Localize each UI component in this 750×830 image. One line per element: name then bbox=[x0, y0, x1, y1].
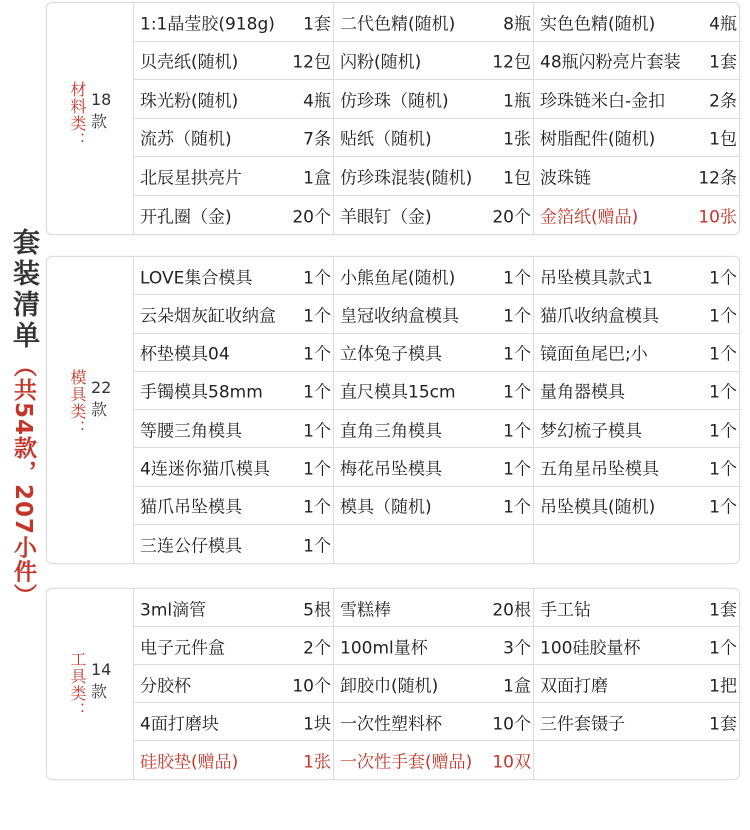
item-name: 直角三角模具 bbox=[340, 421, 442, 442]
item-cell bbox=[334, 410, 534, 447]
item-quantity: 1个 bbox=[303, 459, 331, 480]
item-cell bbox=[134, 589, 334, 626]
item-quantity: 1个 bbox=[503, 306, 531, 327]
item-cell bbox=[334, 741, 534, 779]
item-quantity: 1套 bbox=[303, 14, 331, 35]
item-cell bbox=[134, 372, 334, 409]
item-quantity: 10个 bbox=[292, 676, 331, 696]
item-quantity: 1包 bbox=[709, 129, 737, 150]
item-name: 三件套镊子 bbox=[540, 714, 625, 734]
item-cell bbox=[534, 627, 739, 664]
item-name: 金箔纸(赠品) bbox=[540, 207, 639, 228]
item-cell bbox=[334, 487, 534, 524]
item-quantity: 20个 bbox=[492, 207, 531, 228]
table-row bbox=[134, 257, 739, 295]
item-name: 闪粉(随机) bbox=[340, 52, 422, 73]
table-row bbox=[134, 410, 739, 448]
item-cell bbox=[534, 589, 739, 626]
item-name: LOVE集合模具 bbox=[140, 268, 253, 289]
item-cell bbox=[534, 157, 739, 195]
item-cell bbox=[134, 703, 334, 740]
item-cell bbox=[334, 3, 534, 41]
section-count: 18款 bbox=[91, 90, 112, 131]
kit-list-title bbox=[6, 228, 40, 607]
table-row bbox=[134, 157, 739, 196]
item-name: 树脂配件(随机) bbox=[540, 129, 656, 150]
item-cell bbox=[534, 196, 739, 235]
item-quantity: 1个 bbox=[709, 459, 737, 480]
item-quantity: 1张 bbox=[303, 752, 331, 773]
item-quantity: 1个 bbox=[503, 382, 531, 403]
item-name: 开孔圈（金) bbox=[140, 207, 232, 228]
item-name: 分胶杯 bbox=[140, 676, 191, 696]
item-cell bbox=[134, 448, 334, 485]
item-cell bbox=[134, 257, 334, 294]
item-name: 吊坠模具(随机) bbox=[540, 497, 656, 518]
item-cell bbox=[334, 665, 534, 702]
item-quantity: 1盒 bbox=[303, 168, 331, 189]
item-cell bbox=[334, 372, 534, 409]
item-quantity: 1瓶 bbox=[503, 91, 531, 112]
item-quantity: 1盒 bbox=[503, 676, 531, 696]
item-name: 皇冠收纳盒模具 bbox=[340, 306, 459, 327]
item-quantity: 1个 bbox=[503, 344, 531, 365]
item-name: 4面打磨块 bbox=[140, 714, 219, 734]
table-row bbox=[134, 627, 739, 665]
item-quantity: 1套 bbox=[709, 52, 737, 73]
section-label bbox=[47, 3, 134, 234]
item-name: 量角器模具 bbox=[540, 382, 625, 403]
item-quantity: 10双 bbox=[492, 752, 531, 773]
table-row bbox=[134, 295, 739, 333]
item-name: 贝壳纸(随机) bbox=[140, 52, 239, 73]
item-quantity: 4瓶 bbox=[303, 91, 331, 112]
item-cell bbox=[334, 448, 534, 485]
item-quantity: 1套 bbox=[709, 714, 737, 734]
table-row bbox=[134, 703, 739, 741]
item-quantity: 1套 bbox=[709, 600, 737, 620]
item-name: 等腰三角模具 bbox=[140, 421, 242, 442]
item-cell bbox=[334, 703, 534, 740]
item-name: 雪糕棒 bbox=[340, 600, 391, 620]
item-quantity: 12包 bbox=[292, 52, 331, 73]
item-name: 电子元件盒 bbox=[140, 638, 225, 658]
item-name: 48瓶闪粉亮片套装 bbox=[540, 52, 681, 73]
item-name: 小熊鱼尾(随机) bbox=[340, 268, 456, 289]
item-cell bbox=[334, 42, 534, 80]
title-subtitle: （共54款，207小件） bbox=[10, 354, 36, 608]
item-cell bbox=[534, 295, 739, 332]
table-row bbox=[134, 3, 739, 42]
table-row bbox=[134, 487, 739, 525]
item-cell bbox=[134, 410, 334, 447]
table-row bbox=[134, 42, 739, 81]
item-name: 猫爪吊坠模具 bbox=[140, 497, 242, 518]
section-count: 22款 bbox=[91, 378, 112, 419]
tools-section bbox=[46, 588, 740, 780]
item-cell bbox=[534, 525, 739, 563]
item-quantity: 20根 bbox=[492, 600, 531, 620]
item-name: 羊眼钉（金) bbox=[340, 207, 432, 228]
table-row bbox=[134, 665, 739, 703]
item-quantity: 1个 bbox=[303, 344, 331, 365]
item-quantity: 1块 bbox=[303, 714, 331, 734]
item-quantity: 4瓶 bbox=[709, 14, 737, 35]
item-name: 一次性塑料杯 bbox=[340, 714, 442, 734]
item-cell bbox=[334, 334, 534, 371]
item-name: 手镯模具58mm bbox=[140, 382, 263, 403]
item-name: 模具（随机) bbox=[340, 497, 432, 518]
item-name: 直尺模具15cm bbox=[340, 382, 456, 403]
item-name: 3ml滴管 bbox=[140, 600, 207, 620]
materials-section bbox=[46, 2, 740, 235]
item-cell bbox=[134, 741, 334, 779]
item-name: 4连迷你猫爪模具 bbox=[140, 459, 270, 480]
item-cell bbox=[334, 257, 534, 294]
item-cell bbox=[534, 448, 739, 485]
section-name: 模具类： bbox=[68, 369, 87, 437]
item-cell bbox=[134, 487, 334, 524]
molds-section bbox=[46, 256, 740, 564]
item-quantity: 2个 bbox=[303, 638, 331, 658]
item-cell bbox=[334, 589, 534, 626]
item-quantity: 1个 bbox=[709, 306, 737, 327]
item-name: 云朵烟灰缸收纳盒 bbox=[140, 306, 276, 327]
item-name: 北辰星拱亮片 bbox=[140, 168, 242, 189]
item-cell bbox=[134, 3, 334, 41]
molds-grid bbox=[134, 257, 739, 563]
table-row bbox=[134, 80, 739, 119]
table-row bbox=[134, 525, 739, 563]
item-quantity: 1个 bbox=[709, 344, 737, 365]
item-quantity: 12条 bbox=[698, 168, 737, 189]
item-cell bbox=[334, 627, 534, 664]
item-name: 仿珍珠（随机) bbox=[340, 91, 449, 112]
item-name: 二代色精(随机) bbox=[340, 14, 456, 35]
item-cell bbox=[134, 334, 334, 371]
table-row bbox=[134, 741, 739, 779]
item-cell bbox=[334, 80, 534, 118]
item-cell bbox=[534, 42, 739, 80]
title-main: 套装清单 bbox=[8, 228, 39, 352]
item-cell bbox=[534, 741, 739, 779]
item-quantity: 1把 bbox=[709, 676, 737, 696]
item-quantity: 1个 bbox=[503, 497, 531, 518]
item-name: 一次性手套(赠品) bbox=[340, 752, 473, 773]
table-row bbox=[134, 372, 739, 410]
item-name: 硅胶垫(赠品) bbox=[140, 752, 239, 773]
item-name: 珍珠链米白-金扣 bbox=[540, 91, 666, 112]
item-name: 梅花吊坠模具 bbox=[340, 459, 442, 480]
item-cell bbox=[134, 157, 334, 195]
section-label bbox=[47, 589, 134, 779]
item-cell bbox=[134, 525, 334, 563]
table-row bbox=[134, 448, 739, 486]
item-quantity: 20个 bbox=[292, 207, 331, 228]
item-cell bbox=[334, 157, 534, 195]
item-quantity: 8瓶 bbox=[503, 14, 531, 35]
item-name: 100ml量杯 bbox=[340, 638, 428, 658]
item-quantity: 1个 bbox=[709, 268, 737, 289]
item-cell bbox=[134, 42, 334, 80]
item-name: 三连公仔模具 bbox=[140, 536, 242, 557]
item-quantity: 1个 bbox=[503, 421, 531, 442]
item-cell bbox=[134, 196, 334, 235]
item-cell bbox=[134, 80, 334, 118]
item-name: 杯垫模具04 bbox=[140, 344, 230, 365]
item-quantity: 10个 bbox=[492, 714, 531, 734]
table-row bbox=[134, 589, 739, 627]
item-cell bbox=[134, 295, 334, 332]
item-quantity: 10张 bbox=[698, 207, 737, 228]
item-cell bbox=[534, 665, 739, 702]
item-name: 流苏（随机) bbox=[140, 129, 232, 150]
item-quantity: 1个 bbox=[503, 268, 531, 289]
item-quantity: 1个 bbox=[303, 497, 331, 518]
item-name: 镜面鱼尾巴;小 bbox=[540, 344, 648, 365]
item-quantity: 1个 bbox=[709, 497, 737, 518]
item-quantity: 1个 bbox=[303, 268, 331, 289]
item-cell bbox=[534, 334, 739, 371]
section-label bbox=[47, 257, 134, 563]
item-cell bbox=[334, 119, 534, 157]
item-cell bbox=[534, 3, 739, 41]
item-cell bbox=[334, 295, 534, 332]
item-quantity: 5根 bbox=[303, 600, 331, 620]
item-quantity: 12包 bbox=[492, 52, 531, 73]
item-quantity: 3个 bbox=[503, 638, 531, 658]
item-name: 梦幻梳子模具 bbox=[540, 421, 642, 442]
section-count: 14款 bbox=[91, 660, 112, 701]
item-name: 1:1晶莹胶(918g) bbox=[140, 14, 275, 35]
item-name: 吊坠模具款式1 bbox=[540, 268, 653, 289]
item-quantity: 1张 bbox=[503, 129, 531, 150]
item-cell bbox=[134, 627, 334, 664]
item-name: 实色色精(随机) bbox=[540, 14, 656, 35]
item-quantity: 1个 bbox=[503, 459, 531, 480]
item-quantity: 1个 bbox=[303, 421, 331, 442]
item-quantity: 1个 bbox=[303, 306, 331, 327]
item-name: 五角星吊坠模具 bbox=[540, 459, 659, 480]
item-quantity: 1个 bbox=[303, 536, 331, 557]
item-cell bbox=[534, 410, 739, 447]
item-quantity: 1个 bbox=[303, 382, 331, 403]
item-cell bbox=[334, 525, 534, 563]
table-row bbox=[134, 196, 739, 235]
item-cell bbox=[534, 372, 739, 409]
item-name: 双面打磨 bbox=[540, 676, 608, 696]
item-name: 猫爪收纳盒模具 bbox=[540, 306, 659, 327]
table-row bbox=[134, 334, 739, 372]
item-cell bbox=[134, 665, 334, 702]
tools-grid bbox=[134, 589, 739, 779]
section-name: 材料类： bbox=[68, 81, 87, 149]
item-quantity: 7条 bbox=[303, 129, 331, 150]
item-quantity: 1个 bbox=[709, 382, 737, 403]
item-name: 波珠链 bbox=[540, 168, 591, 189]
item-cell bbox=[534, 703, 739, 740]
materials-grid bbox=[134, 3, 739, 234]
item-name: 手工钻 bbox=[540, 600, 591, 620]
item-cell bbox=[134, 119, 334, 157]
item-name: 贴纸（随机) bbox=[340, 129, 432, 150]
section-name: 工具类： bbox=[68, 651, 87, 719]
item-quantity: 1个 bbox=[709, 638, 737, 658]
item-cell bbox=[334, 196, 534, 235]
item-cell bbox=[534, 487, 739, 524]
table-row bbox=[134, 119, 739, 158]
item-quantity: 1个 bbox=[709, 421, 737, 442]
item-cell bbox=[534, 257, 739, 294]
item-cell bbox=[534, 119, 739, 157]
item-name: 立体兔子模具 bbox=[340, 344, 442, 365]
item-quantity: 1包 bbox=[503, 168, 531, 189]
item-name: 卸胶巾(随机) bbox=[340, 676, 439, 696]
item-name: 珠光粉(随机) bbox=[140, 91, 239, 112]
item-quantity: 2条 bbox=[709, 91, 737, 112]
item-name: 100硅胶量杯 bbox=[540, 638, 641, 658]
item-cell bbox=[534, 80, 739, 118]
item-name: 仿珍珠混装(随机) bbox=[340, 168, 473, 189]
